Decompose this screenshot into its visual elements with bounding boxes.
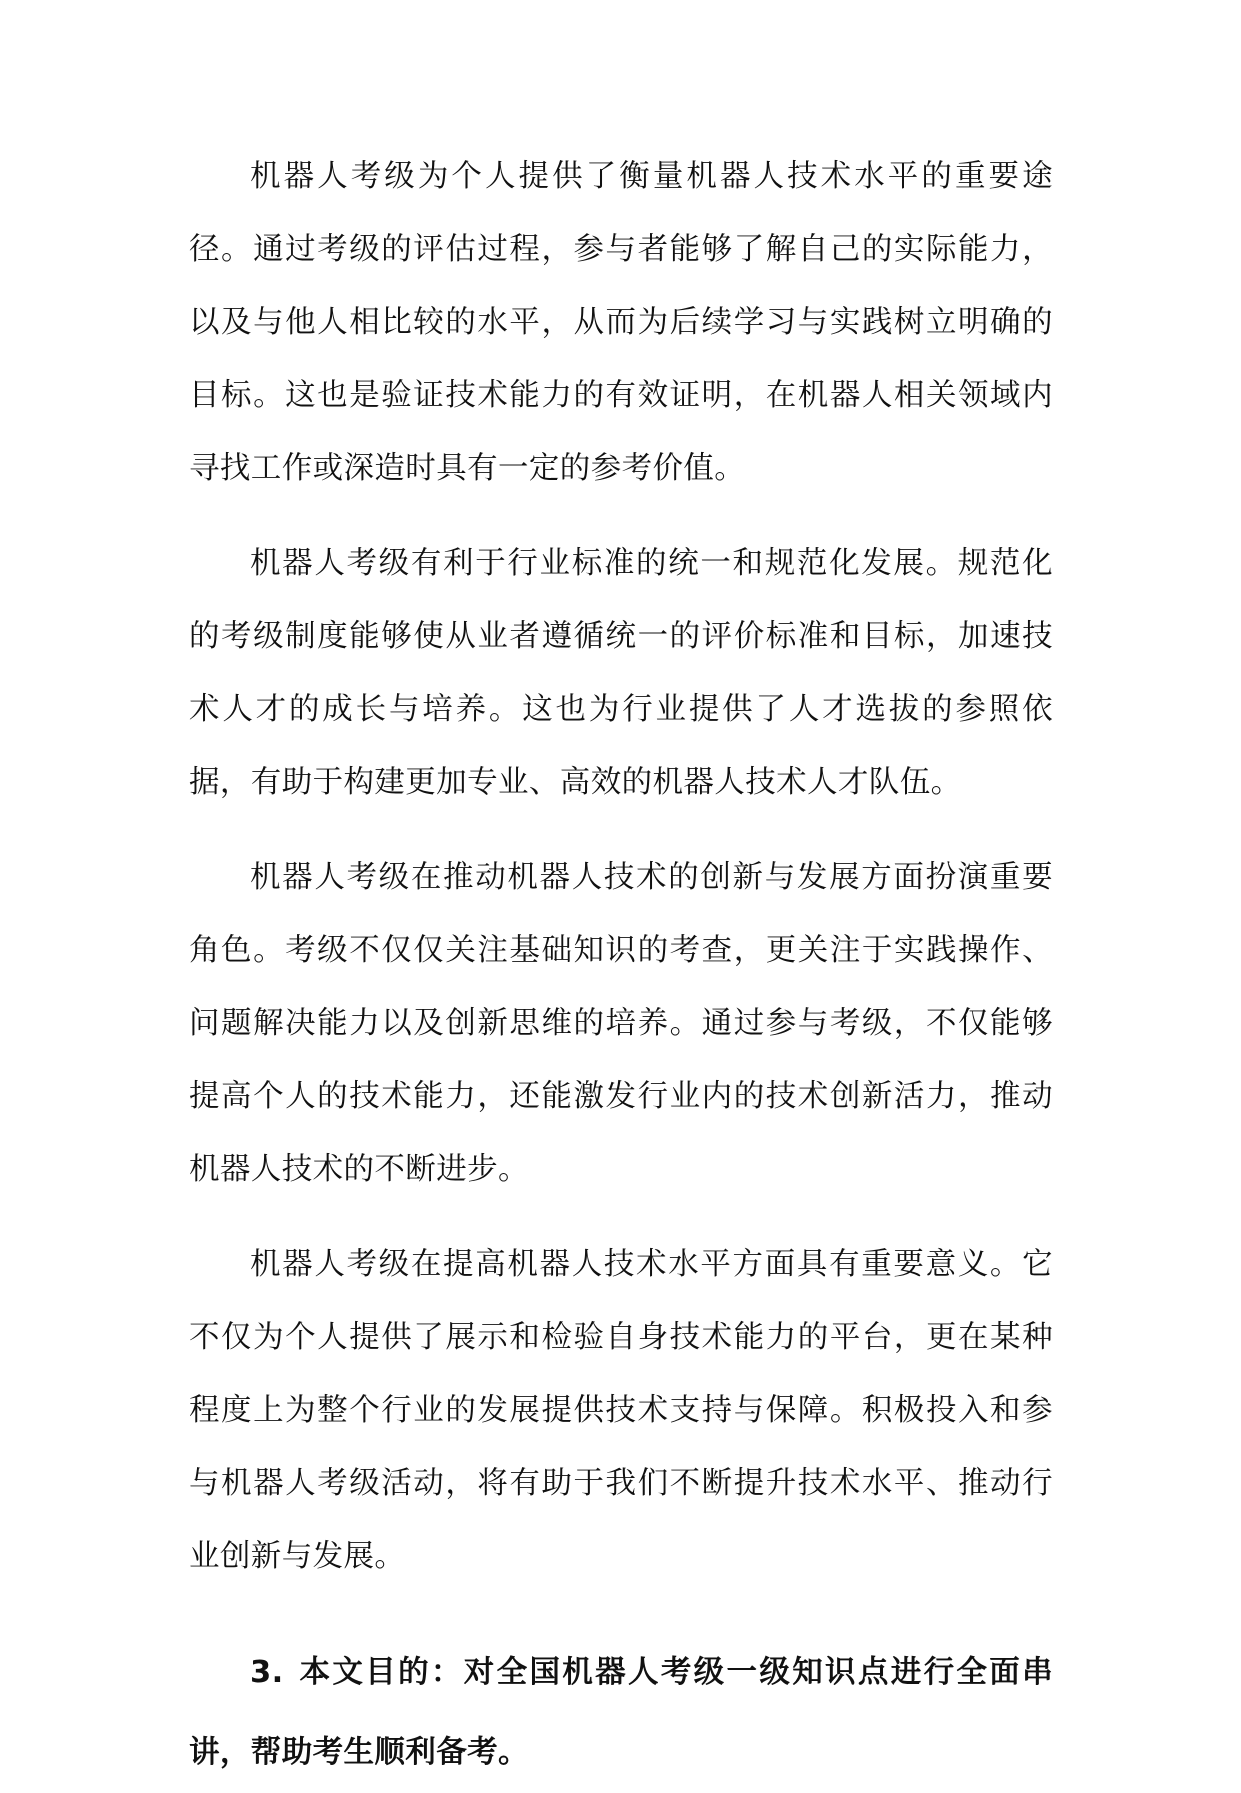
document-body [189,140,1053,1793]
section-heading [189,1633,1053,1793]
paragraph-4: 机器人考级在提高机器人技术水平方面具有重要意义。它不仅为个人提供了展示和检验自身技术能力的平台，更在某种程度上为整个行业的发展提供技术支持与保障。积极投入和参与机器人考级活动，将有助于我们不断提升技术水平、推动行业创新与发展。 [189,1247,1053,1574]
paragraph-2: 机器人考级有利于行业标准的统一和规范化发展。规范化的考级制度能够使从业者遵循统一的评价标准和目标，加速技术人才的成长与培养。这也为行业提供了人才选拔的参照依据，有助于构建更加专业、高效的机器人技术人才队伍。 [189,546,1053,800]
section-heading-text: 本文目的：对全国机器人考级一级知识点进行全面串讲，帮助考生顺利备考。 [189,1655,1053,1770]
paragraph-3: 机器人考级在推动机器人技术的创新与发展方面扮演重要角色。考级不仅仅关注基础知识的考查，更关注于实践操作、问题解决能力以及创新思维的培养。通过参与考级，不仅能够提高个人的技术能力，还能激发行业内的技术创新活力，推动机器人技术的不断进步。 [189,860,1053,1187]
section-number: 3. [250,1655,284,1690]
paragraph-1: 机器人考级为个人提供了衡量机器人技术水平的重要途径。通过考级的评估过程，参与者能够了解自己的实际能力，以及与他人相比较的水平，从而为后续学习与实践树立明确的目标。这也是验证技术能力的有效证明，在机器人相关领域内寻找工作或深造时具有一定的参考价值。 [189,159,1053,486]
